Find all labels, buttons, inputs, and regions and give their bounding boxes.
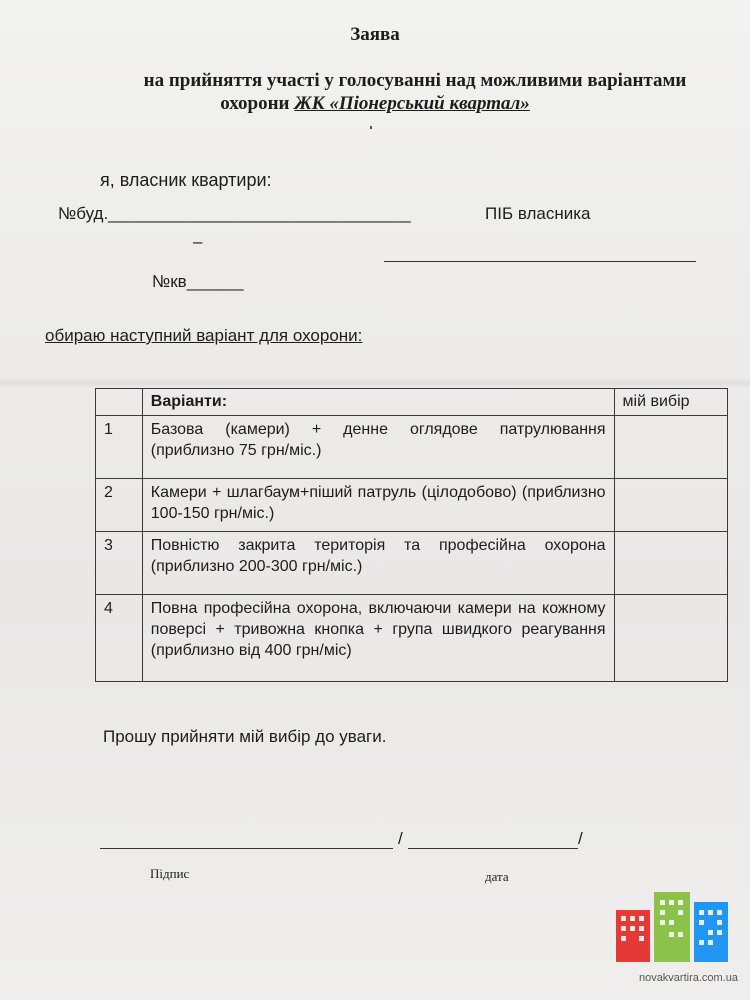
- paper-fold-shadow: [0, 378, 750, 388]
- subtitle-prefix: охорони: [220, 93, 295, 114]
- choice-cell-option-1[interactable]: [614, 416, 727, 479]
- choice-cell-option-4[interactable]: [614, 595, 727, 682]
- building-number-field[interactable]: №буд.________________________________: [58, 204, 411, 223]
- option-text: Повністю закрита територія та професійна охорона (приблизно 200-300 грн/міс.): [142, 532, 614, 595]
- option-text: Камери + шлагбаум+піший патруль (цілодобово) (приблизно 100-150 грн/міс.): [142, 479, 614, 532]
- table-row: [96, 416, 728, 479]
- document-subtitle-line1: на прийняття участі у голосуванні над можливими варіантами: [143, 70, 687, 91]
- table-header-row: [96, 389, 728, 416]
- novakvartira-logo-icon: [612, 892, 732, 962]
- options-table: [95, 388, 728, 682]
- header-variants: Варіанти:: [142, 389, 614, 416]
- request-text: Прошу прийняти мій вибір до уваги.: [103, 727, 387, 746]
- choice-cell-option-3[interactable]: [614, 532, 727, 595]
- option-number: 2: [96, 479, 143, 532]
- header-number-cell: [96, 389, 143, 416]
- document-subtitle-line2: [0, 93, 750, 115]
- dash-mark: –: [193, 232, 203, 251]
- option-text: Базова (камери) + денне оглядове патрулювання (приблизно 75 грн/міс.): [142, 416, 614, 479]
- signature-label: Підпис: [150, 866, 190, 881]
- date-label: дата: [485, 869, 509, 884]
- owner-intro: я, власник квартири:: [100, 170, 272, 190]
- option-number: 4: [96, 595, 143, 682]
- stray-mark: [370, 126, 372, 129]
- separator-slash: /: [578, 829, 583, 848]
- header-my-choice: мій вибір: [614, 389, 727, 416]
- table-row: [96, 479, 728, 532]
- signature-line[interactable]: [100, 848, 393, 849]
- choice-cell-option-2[interactable]: [614, 479, 727, 532]
- watermark-text: novakvartira.com.ua: [638, 972, 738, 984]
- separator-slash: /: [398, 829, 403, 848]
- table-row: [96, 532, 728, 595]
- residential-complex-name: ЖК «Піонерський квартал»: [294, 93, 530, 114]
- choose-option-text: обираю наступний варіант для охорони:: [45, 326, 363, 345]
- option-number: 1: [96, 416, 143, 479]
- owner-name-label: ПІБ власника: [485, 204, 591, 223]
- option-text: Повна професійна охорона, включаючи камери на кожному поверсі + тривожна кнопка + група швидкого реагування (приблизно від 400 грн/міс): [142, 595, 614, 682]
- apartment-number-field[interactable]: №кв______: [152, 272, 244, 291]
- document-title: Заява: [350, 24, 400, 45]
- owner-name-line[interactable]: [384, 261, 696, 262]
- date-line[interactable]: [408, 848, 578, 849]
- table-row: [96, 595, 728, 682]
- option-number: 3: [96, 532, 143, 595]
